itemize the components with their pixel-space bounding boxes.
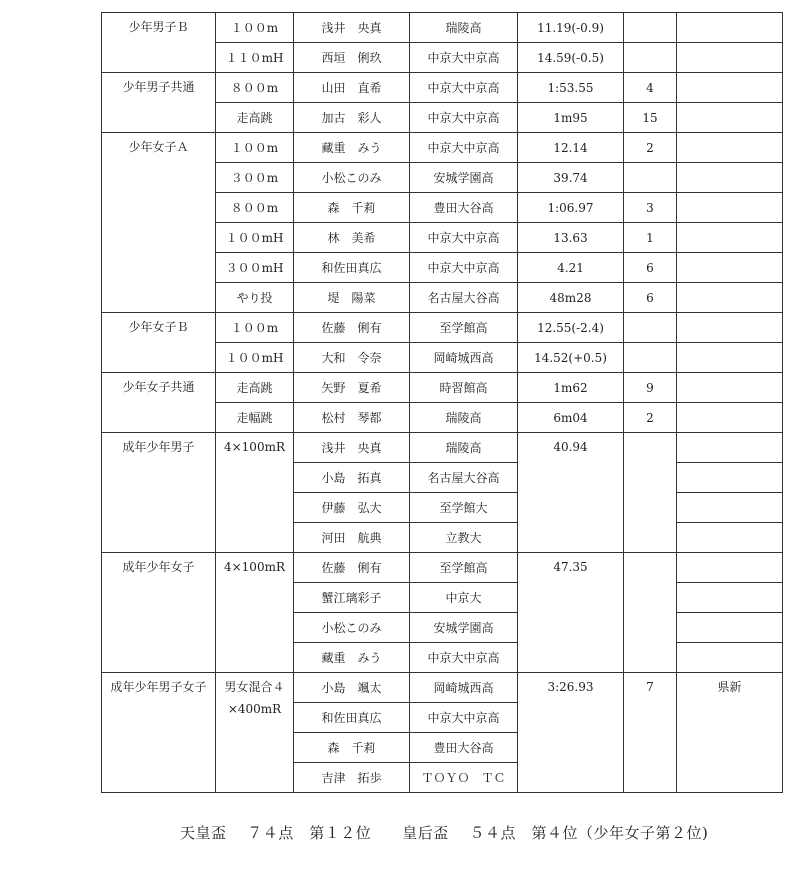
rank-cell [624, 313, 677, 343]
record-cell: 4.21 [518, 253, 624, 283]
team-cell: 至学館高 [410, 313, 518, 343]
note-cell [677, 73, 783, 103]
event-cell: ３００mH [216, 253, 294, 283]
rank-cell: 15 [624, 103, 677, 133]
category-cell: 少年女子共通 [102, 373, 216, 433]
team-cell: 中京大中京高 [410, 73, 518, 103]
note-cell [677, 163, 783, 193]
category-cell: 成年少年男子女子 [102, 673, 216, 793]
athlete-name-cell: 小島 颯太 [294, 673, 410, 703]
event-cell: １００m [216, 13, 294, 43]
athlete-name-cell: 加古 彩人 [294, 103, 410, 133]
team-cell: 中京大中京高 [410, 223, 518, 253]
athlete-name-cell: 森 千莉 [294, 193, 410, 223]
team-cell: 岡崎城西高 [410, 673, 518, 703]
note-cell: 県新 [677, 673, 783, 793]
rank-cell: 3 [624, 193, 677, 223]
record-cell: 12.55(-2.4) [518, 313, 624, 343]
athlete-name-cell: 小松このみ [294, 163, 410, 193]
athlete-name-cell: 西垣 俐玖 [294, 43, 410, 73]
athlete-name-cell: 小松このみ [294, 613, 410, 643]
record-cell: 1:53.55 [518, 73, 624, 103]
record-cell: 13.63 [518, 223, 624, 253]
category-cell: 成年少年女子 [102, 553, 216, 673]
note-cell [677, 403, 783, 433]
rank-cell [624, 433, 677, 553]
note-cell [677, 343, 783, 373]
event-cell: ８００m [216, 73, 294, 103]
event-cell: ３００m [216, 163, 294, 193]
table-row [102, 553, 783, 583]
athlete-name-cell: 藏重 みう [294, 643, 410, 673]
note-cell [677, 373, 783, 403]
table-row [102, 133, 783, 163]
note-cell [677, 13, 783, 43]
athlete-name-cell: 吉津 拓歩 [294, 763, 410, 793]
team-cell: 豊田大谷高 [410, 193, 518, 223]
team-cell: 中京大中京高 [410, 133, 518, 163]
team-cell: 安城学園高 [410, 613, 518, 643]
athlete-name-cell: 堤 陽菜 [294, 283, 410, 313]
note-cell [677, 193, 783, 223]
athlete-name-cell: 小島 拓真 [294, 463, 410, 493]
event-cell: 走幅跳 [216, 403, 294, 433]
athlete-name-cell: 藏重 みう [294, 133, 410, 163]
athlete-name-cell: 松村 琴都 [294, 403, 410, 433]
event-cell: 4×100mR [216, 433, 294, 553]
team-cell: 中京大中京高 [410, 253, 518, 283]
athlete-name-cell: 浅井 央真 [294, 433, 410, 463]
event-cell: 4×100mR [216, 553, 294, 673]
record-cell: 47.35 [518, 553, 624, 673]
athlete-name-cell: 矢野 夏希 [294, 373, 410, 403]
note-cell [677, 433, 783, 463]
table-row [102, 13, 783, 43]
team-cell: 至学館大 [410, 493, 518, 523]
athlete-name-cell: 佐藤 俐有 [294, 313, 410, 343]
athlete-name-cell: 大和 令奈 [294, 343, 410, 373]
note-cell [677, 643, 783, 673]
athlete-name-cell: 和佐田真広 [294, 703, 410, 733]
rank-cell [624, 43, 677, 73]
record-cell: 12.14 [518, 133, 624, 163]
record-cell: 39.74 [518, 163, 624, 193]
athlete-name-cell: 山田 直希 [294, 73, 410, 103]
team-cell: 安城学園高 [410, 163, 518, 193]
record-cell: 3:26.93 [518, 673, 624, 793]
rank-cell [624, 13, 677, 43]
rank-cell: 2 [624, 133, 677, 163]
rank-cell: 9 [624, 373, 677, 403]
team-cell: 名古屋大谷高 [410, 463, 518, 493]
event-cell: １１０mH [216, 43, 294, 73]
team-cell: 至学館高 [410, 553, 518, 583]
category-cell: 少年女子Ａ [102, 133, 216, 313]
note-cell [677, 583, 783, 613]
points-summary: 天皇盃 ７４点 第１２位 皇后盃 ５４点 第４位（少年女子第２位) [180, 824, 709, 842]
athlete-name-cell: 佐藤 俐有 [294, 553, 410, 583]
table-row [102, 373, 783, 403]
team-cell: 瑞陵高 [410, 403, 518, 433]
event-line-1: 男女混合４ [224, 680, 285, 694]
category-cell: 少年男子共通 [102, 73, 216, 133]
event-cell: １００m [216, 133, 294, 163]
event-cell: ８００m [216, 193, 294, 223]
record-cell: 1m95 [518, 103, 624, 133]
note-cell [677, 553, 783, 583]
team-cell: 岡崎城西高 [410, 343, 518, 373]
note-cell [677, 223, 783, 253]
athlete-name-cell: 森 千莉 [294, 733, 410, 763]
rank-cell: 7 [624, 673, 677, 793]
record-cell: 1:06.97 [518, 193, 624, 223]
team-cell: 中京大 [410, 583, 518, 613]
record-cell: 14.52(+0.5) [518, 343, 624, 373]
record-cell: 14.59(-0.5) [518, 43, 624, 73]
record-cell: 48m28 [518, 283, 624, 313]
note-cell [677, 283, 783, 313]
category-cell: 成年少年男子 [102, 433, 216, 553]
category-cell: 少年男子Ｂ [102, 13, 216, 73]
note-cell [677, 253, 783, 283]
rank-cell [624, 163, 677, 193]
event-cell: １００mH [216, 343, 294, 373]
team-cell: 瑞陵高 [410, 433, 518, 463]
athlete-name-cell: 蟹江璃彩子 [294, 583, 410, 613]
team-cell: 中京大中京高 [410, 643, 518, 673]
note-cell [677, 133, 783, 163]
athlete-name-cell: 浅井 央真 [294, 13, 410, 43]
team-cell: 中京大中京高 [410, 703, 518, 733]
rank-cell: 4 [624, 73, 677, 103]
rank-cell: 2 [624, 403, 677, 433]
athlete-name-cell: 河田 航典 [294, 523, 410, 553]
team-cell: ＴＯＹＯ ＴＣ [410, 763, 518, 793]
note-cell [677, 43, 783, 73]
results-table [101, 12, 783, 793]
event-cell: 走高跳 [216, 373, 294, 403]
rank-cell [624, 553, 677, 673]
event-cell: １００m [216, 313, 294, 343]
athlete-name-cell: 林 美希 [294, 223, 410, 253]
event-cell [216, 673, 294, 793]
rank-cell: 1 [624, 223, 677, 253]
rank-cell: 6 [624, 283, 677, 313]
record-cell: 1m62 [518, 373, 624, 403]
team-cell: 名古屋大谷高 [410, 283, 518, 313]
category-cell: 少年女子Ｂ [102, 313, 216, 373]
table-row [102, 433, 783, 463]
event-cell: 走高跳 [216, 103, 294, 133]
record-cell: 40.94 [518, 433, 624, 553]
team-cell: 中京大中京高 [410, 43, 518, 73]
table-row [102, 313, 783, 343]
table-row [102, 73, 783, 103]
event-cell: １００mH [216, 223, 294, 253]
event-line-2: ×400mR [227, 702, 282, 716]
note-cell [677, 523, 783, 553]
note-cell [677, 103, 783, 133]
team-cell: 時習館高 [410, 373, 518, 403]
record-cell: 6m04 [518, 403, 624, 433]
event-cell: やり投 [216, 283, 294, 313]
record-cell: 11.19(-0.9) [518, 13, 624, 43]
team-cell: 瑞陵高 [410, 13, 518, 43]
note-cell [677, 313, 783, 343]
rank-cell: 6 [624, 253, 677, 283]
athlete-name-cell: 和佐田真広 [294, 253, 410, 283]
note-cell [677, 463, 783, 493]
table-row [102, 673, 783, 703]
note-cell [677, 613, 783, 643]
rank-cell [624, 343, 677, 373]
athlete-name-cell: 伊藤 弘大 [294, 493, 410, 523]
team-cell: 豊田大谷高 [410, 733, 518, 763]
team-cell: 中京大中京高 [410, 103, 518, 133]
team-cell: 立教大 [410, 523, 518, 553]
note-cell [677, 493, 783, 523]
